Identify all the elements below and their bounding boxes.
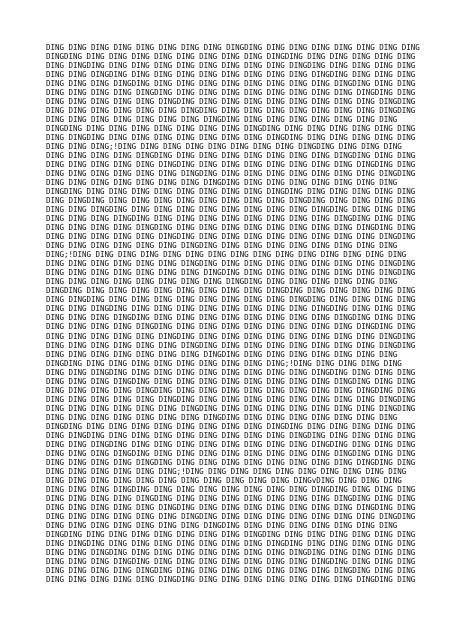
text-line: DING DING DING DING DING DING DING DINGDING DING DING DING DING DING DING DING xyxy=(46,115,398,125)
text-line: DING DING DING DINGDING DING DING DING DING DING DING DING DINGDING DING DING DING xyxy=(46,556,416,566)
text-line: DING DING DING DING DINGDING DING DING DING DING DING DING DING DING DINGDING DING xyxy=(46,88,416,98)
text-line: DING DINGDING DING DING DING DING DING DING DING DINGDING DING DING DING DING DING xyxy=(46,133,416,143)
text-line: DING DING DINGDING DING DING DING DING DING DING DING DINGDING DING DING DING DING xyxy=(46,547,416,557)
text-line: DING DING DING DING DING DING DINGDING DING DING DING DING DING DING DING DINGDING xyxy=(46,259,416,269)
text-line: DING DING DING DING DINGDING DING DING DING DING DING DING DING DING DINGDING DING xyxy=(46,223,416,233)
text-line: DING DINGDING DING DING DING DING DING DING DING DING DINGDING DING DING DING DING xyxy=(46,295,416,305)
text-line: DING DINGDING DING DING DING DING DING DING DING DING DINGDING DING DING DING DING xyxy=(46,61,416,71)
text-line: DING DING DING DING DING DING DINGDING DING DING DING DING DING DING DING DINGDING xyxy=(46,340,416,350)
text-line: DING DING DING DING DING DING DING DINGDING DING DING DING DING DING DING DING xyxy=(46,349,398,359)
text-line: DING DING DING;!DING DING DING DING DING DING DING DING DINGDING DING DING DING xyxy=(46,142,402,152)
text-line: DING DING DING DING DING DING DING DINGDING DING DING DING DING DING DING DINGDING xyxy=(46,268,416,278)
text-line: DING DING DING DING DING DINGDING DING DING DING DING DING DING DING DING DINGDING xyxy=(46,232,416,242)
text-line: DING DING DING DING DINGDING DING DING DING DING DING DING DING DINGDING DING DING xyxy=(46,565,416,575)
text-line: DING DING DING DING DING DINGDING DING DING DING DING DING DING DING DING DINGDING xyxy=(46,394,416,404)
text-line: DING DING DINGDING DING DING DING DING DING DING DING DING DINGDING DING DING DING xyxy=(46,367,416,377)
text-line: DING DING DING DING DING DING DINGDING DING DING DING DING DING DING DING DINGDING xyxy=(46,403,416,413)
text-line: DING DING DING DING DING DINGDING DING DING DING DING DING DING DING DING DINGDING xyxy=(46,331,416,341)
text-line: DING DING DINGDING DING DING DING DING DING DING DING DING DINGDING DING DING DING xyxy=(46,304,416,314)
text-line: DING DINGDING DING DING DING DING DING DING DING DING DINGDING DING DING DING DING xyxy=(46,196,416,206)
text-line: DING DING DING DINGDING DING DING DING DING DING DING DING DING DINGDING DING DING xyxy=(46,214,416,224)
text-line: DING;!DING DING DING DING DING DING DING DING DING DING DING DING DING DING DING xyxy=(46,250,407,260)
text-line: DING DING DING DINGDING DING DING DING DING DING DING DING DING DINGDING DING DING xyxy=(46,376,416,386)
text-line: DING DING DING DING DINGDING DING DING DING DING DING DING DING DING DINGDING DING xyxy=(46,385,416,395)
text-line: DING DING DING DINGDING DING DING DING DING DING DING DING DING DINGDING DING DING xyxy=(46,448,416,458)
text-line: DINGDING DING DING DING DING DING DING DING DINGDING DING DING DING DING DING DING xyxy=(46,529,416,539)
text-line: DINGDING DING DING DING DING DING DING DING DING DINGDING DING DING DING DING DING xyxy=(46,286,416,296)
text-line: DING DING DING DING DING DING DINGDING DING DING DING DING DING DING DING DING xyxy=(46,241,398,251)
text-line: DING DING DING DING DING DINGDING DING DING DING DING DING DING DING DINGDING DING xyxy=(46,502,416,512)
text-line: DING DING DING DING DING DINGDING DING DING DING DING DING DING DING DING DINGDING xyxy=(46,97,416,107)
text-line: DING DING DING DING DINGDING DING DING DING DING DING DING DING DINGDING DING DING xyxy=(46,493,416,503)
text-line: DING DING DING DING DING DING DINGDING DING DING DING DING DING DING DING DINGDING xyxy=(46,106,416,116)
text-line: DING DING DING DING DING DING DING DING DINGDING DING DING DING DING DING DING DING xyxy=(46,43,420,52)
text-line: DING DING DING DINGDING DING DING DING DING DING DING DING DING DINGDING DING DING xyxy=(46,79,416,89)
text-line: DING DING DING DING DING DING DINGDING DING DING DING DING DING DING DING DINGDING xyxy=(46,169,416,179)
text-line: DING DING DING DING DING DING;!DING DING DING DING DING DING DING DING DING DING xyxy=(46,466,407,476)
text-line: DINGDING DING DING DING DING DING DING DING DING DINGDING DING DING DING DING DING xyxy=(46,421,416,431)
text-line: DINGDING DING DING DING DING DING DING DING DING DINGDING DING DING DING DING DING xyxy=(46,187,416,197)
text-line: DING DING DING DING DING DING DING DINGDING DING DING DING DING DING DING DING xyxy=(46,520,398,530)
text-line: DING DING DINGDING DING DING DING DING DING DING DING DING DINGDING DING DING DING xyxy=(46,70,416,80)
text-line: DING DING DING DING DINGDING DING DING DING DING DING DING DING DING DINGDING DING xyxy=(46,457,416,467)
text-line: DING DINGDING DING DING DING DING DING DING DING DING DINGDING DING DING DING DING xyxy=(46,430,416,440)
text-line: DINGDING DING DING DING DING DING DING DING DINGDING DING DING DING DING DING DING xyxy=(46,124,416,134)
text-line: DING DING DING DING DING DINGDING DING DING DING DING DING DING DING DINGDING DING xyxy=(46,574,416,584)
text-line: DING DING DING DING DING DING DING DINGDING DING DING DING DING DING DING DING xyxy=(46,412,398,422)
text-line: DING DING DING DING DING DING DING DING DINGDING DING DING DING DING DING DING xyxy=(46,277,398,287)
text-line: DING DING DING DINGDING DING DING DING DING DING DING DING DINGDING DING DING DING xyxy=(46,484,416,494)
text-line: DING DING DING DING DINGDING DING DING DING DING DING DING DING DING DINGDING DING xyxy=(46,322,416,332)
text-line: DINGDING DING DING DING DING DING DING DING DING DINGDING DING DING DING DING DING xyxy=(46,52,416,62)
body-text xyxy=(46,43,434,584)
text-line: DINGDING DING DING DING DING DING DING DING DING DING;!DING DING DING DING DING xyxy=(46,358,402,368)
text-line: DING DING DING DING DING DINGDING DING DING DING DING DING DING DING DINGDING DING xyxy=(46,160,416,170)
text-line: DING DING DING DING DING DING DING DING DING DING DING DINGvDING DING DING DING xyxy=(46,475,402,485)
text-line: DING DINGDING DING DING DING DING DING DING DING DINGDING DING DING DING DING DING xyxy=(46,538,416,548)
text-line: DING DING DING DINGDING DING DING DING DING DING DING DING DING DINGDING DING DING xyxy=(46,313,416,323)
text-line: DING DING DING DING DINGDING DING DING DING DING DING DING DING DINGDING DING DING xyxy=(46,151,416,161)
text-line: DING DING DINGDING DING DING DING DING DING DING DING DING DINGDING DING DING DING xyxy=(46,439,416,449)
text-line: DING DING DINGDING DING DING DING DING DING DING DING DING DINGDING DING DING DING xyxy=(46,205,416,215)
text-line: DING DING DING DING DING DING DINGDING DING DING DING DING DING DING DING DINGDING xyxy=(46,511,416,521)
text-line: DING DING DING DING DING DING DING DINGDING DING DING DING DING DING DING DING xyxy=(46,178,398,188)
